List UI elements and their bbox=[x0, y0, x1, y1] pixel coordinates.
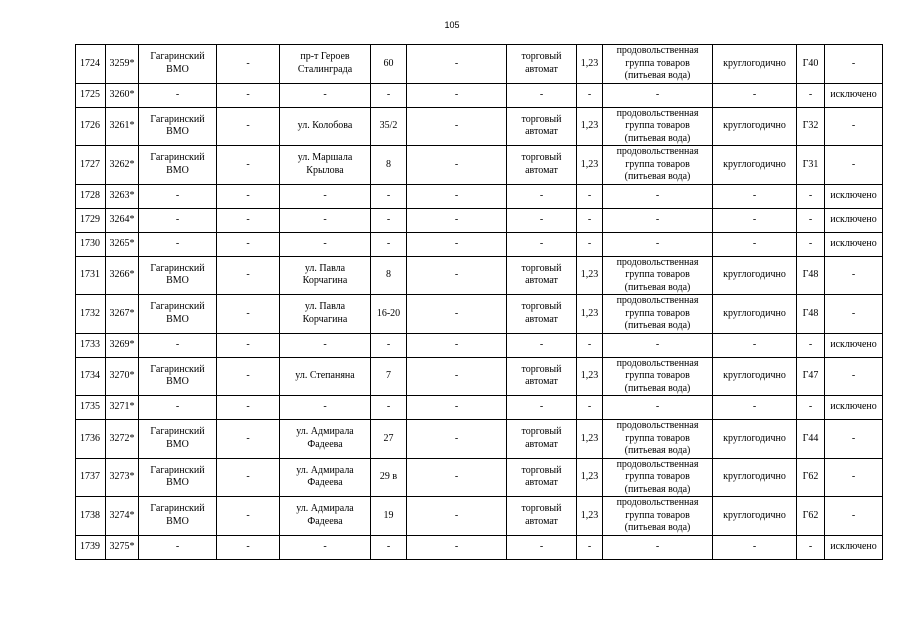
area-cell: 1,23 bbox=[577, 458, 603, 497]
district-cell: - bbox=[139, 396, 217, 420]
column-4-cell: - bbox=[217, 396, 280, 420]
district-cell: - bbox=[139, 208, 217, 232]
scheme-code-cell: Г44 bbox=[797, 420, 825, 459]
district-cell: - bbox=[139, 232, 217, 256]
house-number-cell: 60 bbox=[371, 45, 407, 84]
goods-group-cell: продовольственная группа товаров (питьевая вода) bbox=[603, 107, 713, 146]
note-cell: исключено bbox=[825, 396, 883, 420]
scheme-code-cell: - bbox=[797, 535, 825, 559]
object-type-cell: - bbox=[507, 333, 577, 357]
goods-group-cell: - bbox=[603, 184, 713, 208]
area-cell: - bbox=[577, 184, 603, 208]
operation-period-cell: круглогодично bbox=[713, 357, 797, 396]
house-number-cell: 8 bbox=[371, 146, 407, 185]
area-cell: 1,23 bbox=[577, 256, 603, 295]
area-cell: 1,23 bbox=[577, 420, 603, 459]
row-number-cell: 1728 bbox=[76, 184, 106, 208]
object-type-cell: торговый автомат bbox=[507, 295, 577, 334]
row-number-cell: 1735 bbox=[76, 396, 106, 420]
house-number-cell: - bbox=[371, 232, 407, 256]
note-cell: исключено bbox=[825, 184, 883, 208]
row-number-cell: 1738 bbox=[76, 497, 106, 536]
district-cell: Гагаринский ВМО bbox=[139, 45, 217, 84]
table-row bbox=[76, 396, 883, 420]
table-row bbox=[76, 146, 883, 185]
table-row bbox=[76, 295, 883, 334]
operation-period-cell: круглогодично bbox=[713, 256, 797, 295]
area-cell: 1,23 bbox=[577, 295, 603, 334]
house-number-cell: 27 bbox=[371, 420, 407, 459]
row-number-cell: 1724 bbox=[76, 45, 106, 84]
table-row bbox=[76, 208, 883, 232]
object-type-cell: торговый автомат bbox=[507, 256, 577, 295]
street-cell: ул. Маршала Крылова bbox=[280, 146, 371, 185]
object-type-cell: торговый автомат bbox=[507, 357, 577, 396]
object-id-cell: 3263* bbox=[106, 184, 139, 208]
row-number-cell: 1736 bbox=[76, 420, 106, 459]
operation-period-cell: круглогодично bbox=[713, 420, 797, 459]
note-cell: - bbox=[825, 107, 883, 146]
operation-period-cell: круглогодично bbox=[713, 497, 797, 536]
column-7-cell: - bbox=[407, 420, 507, 459]
area-cell: 1,23 bbox=[577, 497, 603, 536]
operation-period-cell: круглогодично bbox=[713, 146, 797, 185]
house-number-cell: - bbox=[371, 396, 407, 420]
street-cell: - bbox=[280, 184, 371, 208]
district-cell: Гагаринский ВМО bbox=[139, 420, 217, 459]
object-type-cell: торговый автомат bbox=[507, 420, 577, 459]
operation-period-cell: - bbox=[713, 333, 797, 357]
object-type-cell: торговый автомат bbox=[507, 45, 577, 84]
object-type-cell: - bbox=[507, 396, 577, 420]
row-number-cell: 1739 bbox=[76, 535, 106, 559]
house-number-cell: 7 bbox=[371, 357, 407, 396]
operation-period-cell: - bbox=[713, 232, 797, 256]
area-cell: - bbox=[577, 208, 603, 232]
house-number-cell: 8 bbox=[371, 256, 407, 295]
scheme-code-cell: - bbox=[797, 208, 825, 232]
object-type-cell: - bbox=[507, 184, 577, 208]
column-7-cell: - bbox=[407, 295, 507, 334]
object-id-cell: 3266* bbox=[106, 256, 139, 295]
operation-period-cell: круглогодично bbox=[713, 45, 797, 84]
column-7-cell: - bbox=[407, 497, 507, 536]
operation-period-cell: круглогодично bbox=[713, 107, 797, 146]
goods-group-cell: - bbox=[603, 333, 713, 357]
district-cell: Гагаринский ВМО bbox=[139, 497, 217, 536]
object-id-cell: 3260* bbox=[106, 83, 139, 107]
column-4-cell: - bbox=[217, 83, 280, 107]
house-number-cell: - bbox=[371, 83, 407, 107]
table-row bbox=[76, 256, 883, 295]
object-type-cell: торговый автомат bbox=[507, 146, 577, 185]
area-cell: - bbox=[577, 333, 603, 357]
scheme-code-cell: Г31 bbox=[797, 146, 825, 185]
scheme-code-cell: Г40 bbox=[797, 45, 825, 84]
object-id-cell: 3264* bbox=[106, 208, 139, 232]
column-7-cell: - bbox=[407, 83, 507, 107]
street-cell: ул. Адмирала Фадеева bbox=[280, 458, 371, 497]
object-id-cell: 3275* bbox=[106, 535, 139, 559]
object-type-cell: торговый автомат bbox=[507, 458, 577, 497]
object-id-cell: 3267* bbox=[106, 295, 139, 334]
operation-period-cell: - bbox=[713, 184, 797, 208]
object-id-cell: 3272* bbox=[106, 420, 139, 459]
table-row bbox=[76, 232, 883, 256]
goods-group-cell: продовольственная группа товаров (питьевая вода) bbox=[603, 146, 713, 185]
area-cell: - bbox=[577, 83, 603, 107]
street-cell: - bbox=[280, 208, 371, 232]
scheme-code-cell: - bbox=[797, 396, 825, 420]
column-7-cell: - bbox=[407, 357, 507, 396]
district-cell: Гагаринский ВМО bbox=[139, 146, 217, 185]
operation-period-cell: - bbox=[713, 208, 797, 232]
district-cell: Гагаринский ВМО bbox=[139, 295, 217, 334]
object-id-cell: 3261* bbox=[106, 107, 139, 146]
district-cell: - bbox=[139, 333, 217, 357]
district-cell: - bbox=[139, 83, 217, 107]
note-cell: исключено bbox=[825, 208, 883, 232]
house-number-cell: - bbox=[371, 333, 407, 357]
scheme-code-cell: - bbox=[797, 83, 825, 107]
column-7-cell: - bbox=[407, 184, 507, 208]
area-cell: 1,23 bbox=[577, 45, 603, 84]
operation-period-cell: круглогодично bbox=[713, 295, 797, 334]
row-number-cell: 1737 bbox=[76, 458, 106, 497]
area-cell: - bbox=[577, 396, 603, 420]
district-cell: Гагаринский ВМО bbox=[139, 107, 217, 146]
scheme-code-cell: - bbox=[797, 184, 825, 208]
column-4-cell: - bbox=[217, 497, 280, 536]
column-4-cell: - bbox=[217, 535, 280, 559]
note-cell: - bbox=[825, 256, 883, 295]
note-cell: - bbox=[825, 497, 883, 536]
house-number-cell: 19 bbox=[371, 497, 407, 536]
goods-group-cell: продовольственная группа товаров (питьевая вода) bbox=[603, 256, 713, 295]
area-cell: 1,23 bbox=[577, 357, 603, 396]
area-cell: 1,23 bbox=[577, 146, 603, 185]
street-cell: ул. Павла Корчагина bbox=[280, 295, 371, 334]
street-cell: ул. Адмирала Фадеева bbox=[280, 420, 371, 459]
house-number-cell: 29 в bbox=[371, 458, 407, 497]
column-7-cell: - bbox=[407, 396, 507, 420]
object-type-cell: - bbox=[507, 535, 577, 559]
scheme-code-cell: Г48 bbox=[797, 256, 825, 295]
object-id-cell: 3271* bbox=[106, 396, 139, 420]
scheme-code-cell: Г47 bbox=[797, 357, 825, 396]
operation-period-cell: круглогодично bbox=[713, 458, 797, 497]
column-7-cell: - bbox=[407, 208, 507, 232]
registry-table bbox=[75, 44, 883, 560]
goods-group-cell: продовольственная группа товаров (питьевая вода) bbox=[603, 420, 713, 459]
street-cell: ул. Адмирала Фадеева bbox=[280, 497, 371, 536]
scheme-code-cell: Г62 bbox=[797, 497, 825, 536]
operation-period-cell: - bbox=[713, 396, 797, 420]
page-number: 105 bbox=[444, 20, 460, 30]
object-type-cell: - bbox=[507, 232, 577, 256]
column-7-cell: - bbox=[407, 107, 507, 146]
object-type-cell: - bbox=[507, 83, 577, 107]
column-4-cell: - bbox=[217, 208, 280, 232]
column-4-cell: - bbox=[217, 232, 280, 256]
table-body bbox=[76, 45, 883, 560]
object-id-cell: 3270* bbox=[106, 357, 139, 396]
column-4-cell: - bbox=[217, 184, 280, 208]
row-number-cell: 1733 bbox=[76, 333, 106, 357]
table-row bbox=[76, 333, 883, 357]
table-row bbox=[76, 357, 883, 396]
column-4-cell: - bbox=[217, 357, 280, 396]
object-type-cell: торговый автомат bbox=[507, 497, 577, 536]
goods-group-cell: - bbox=[603, 208, 713, 232]
row-number-cell: 1730 bbox=[76, 232, 106, 256]
goods-group-cell: продовольственная группа товаров (питьевая вода) bbox=[603, 458, 713, 497]
goods-group-cell: - bbox=[603, 232, 713, 256]
table-row bbox=[76, 420, 883, 459]
note-cell: исключено bbox=[825, 232, 883, 256]
district-cell: - bbox=[139, 535, 217, 559]
area-cell: - bbox=[577, 535, 603, 559]
street-cell: ул. Степаняна bbox=[280, 357, 371, 396]
goods-group-cell: - bbox=[603, 535, 713, 559]
column-7-cell: - bbox=[407, 333, 507, 357]
street-cell: пр-т Героев Сталинграда bbox=[280, 45, 371, 84]
column-7-cell: - bbox=[407, 535, 507, 559]
note-cell: исключено bbox=[825, 83, 883, 107]
table-row bbox=[76, 497, 883, 536]
scheme-code-cell: Г48 bbox=[797, 295, 825, 334]
object-id-cell: 3262* bbox=[106, 146, 139, 185]
object-id-cell: 3269* bbox=[106, 333, 139, 357]
row-number-cell: 1727 bbox=[76, 146, 106, 185]
table-row bbox=[76, 45, 883, 84]
row-number-cell: 1732 bbox=[76, 295, 106, 334]
column-4-cell: - bbox=[217, 333, 280, 357]
street-cell: ул. Павла Корчагина bbox=[280, 256, 371, 295]
street-cell: - bbox=[280, 535, 371, 559]
column-4-cell: - bbox=[217, 146, 280, 185]
table-row bbox=[76, 458, 883, 497]
object-id-cell: 3265* bbox=[106, 232, 139, 256]
district-cell: Гагаринский ВМО bbox=[139, 256, 217, 295]
district-cell: Гагаринский ВМО bbox=[139, 458, 217, 497]
column-4-cell: - bbox=[217, 295, 280, 334]
note-cell: исключено bbox=[825, 535, 883, 559]
district-cell: Гагаринский ВМО bbox=[139, 357, 217, 396]
operation-period-cell: - bbox=[713, 83, 797, 107]
column-7-cell: - bbox=[407, 458, 507, 497]
house-number-cell: 35/2 bbox=[371, 107, 407, 146]
street-cell: - bbox=[280, 396, 371, 420]
scheme-code-cell: - bbox=[797, 333, 825, 357]
table-row bbox=[76, 83, 883, 107]
scheme-code-cell: Г62 bbox=[797, 458, 825, 497]
note-cell: - bbox=[825, 458, 883, 497]
goods-group-cell: - bbox=[603, 396, 713, 420]
area-cell: 1,23 bbox=[577, 107, 603, 146]
table-row bbox=[76, 535, 883, 559]
column-7-cell: - bbox=[407, 45, 507, 84]
row-number-cell: 1729 bbox=[76, 208, 106, 232]
goods-group-cell: продовольственная группа товаров (питьевая вода) bbox=[603, 357, 713, 396]
note-cell: исключено bbox=[825, 333, 883, 357]
goods-group-cell: - bbox=[603, 83, 713, 107]
house-number-cell: - bbox=[371, 535, 407, 559]
note-cell: - bbox=[825, 45, 883, 84]
object-type-cell: торговый автомат bbox=[507, 107, 577, 146]
column-4-cell: - bbox=[217, 458, 280, 497]
street-cell: - bbox=[280, 333, 371, 357]
object-id-cell: 3259* bbox=[106, 45, 139, 84]
object-id-cell: 3273* bbox=[106, 458, 139, 497]
table-row bbox=[76, 184, 883, 208]
street-cell: - bbox=[280, 83, 371, 107]
house-number-cell: - bbox=[371, 208, 407, 232]
row-number-cell: 1725 bbox=[76, 83, 106, 107]
column-7-cell: - bbox=[407, 232, 507, 256]
column-4-cell: - bbox=[217, 45, 280, 84]
object-type-cell: - bbox=[507, 208, 577, 232]
house-number-cell: - bbox=[371, 184, 407, 208]
table-row bbox=[76, 107, 883, 146]
street-cell: ул. Колобова bbox=[280, 107, 371, 146]
goods-group-cell: продовольственная группа товаров (питьевая вода) bbox=[603, 497, 713, 536]
column-7-cell: - bbox=[407, 146, 507, 185]
scheme-code-cell: - bbox=[797, 232, 825, 256]
note-cell: - bbox=[825, 420, 883, 459]
goods-group-cell: продовольственная группа товаров (питьевая вода) bbox=[603, 45, 713, 84]
scheme-code-cell: Г32 bbox=[797, 107, 825, 146]
goods-group-cell: продовольственная группа товаров (питьевая вода) bbox=[603, 295, 713, 334]
column-4-cell: - bbox=[217, 256, 280, 295]
area-cell: - bbox=[577, 232, 603, 256]
street-cell: - bbox=[280, 232, 371, 256]
row-number-cell: 1726 bbox=[76, 107, 106, 146]
row-number-cell: 1731 bbox=[76, 256, 106, 295]
column-4-cell: - bbox=[217, 107, 280, 146]
operation-period-cell: - bbox=[713, 535, 797, 559]
column-7-cell: - bbox=[407, 256, 507, 295]
column-4-cell: - bbox=[217, 420, 280, 459]
note-cell: - bbox=[825, 146, 883, 185]
object-id-cell: 3274* bbox=[106, 497, 139, 536]
row-number-cell: 1734 bbox=[76, 357, 106, 396]
note-cell: - bbox=[825, 295, 883, 334]
district-cell: - bbox=[139, 184, 217, 208]
note-cell: - bbox=[825, 357, 883, 396]
house-number-cell: 16-20 bbox=[371, 295, 407, 334]
